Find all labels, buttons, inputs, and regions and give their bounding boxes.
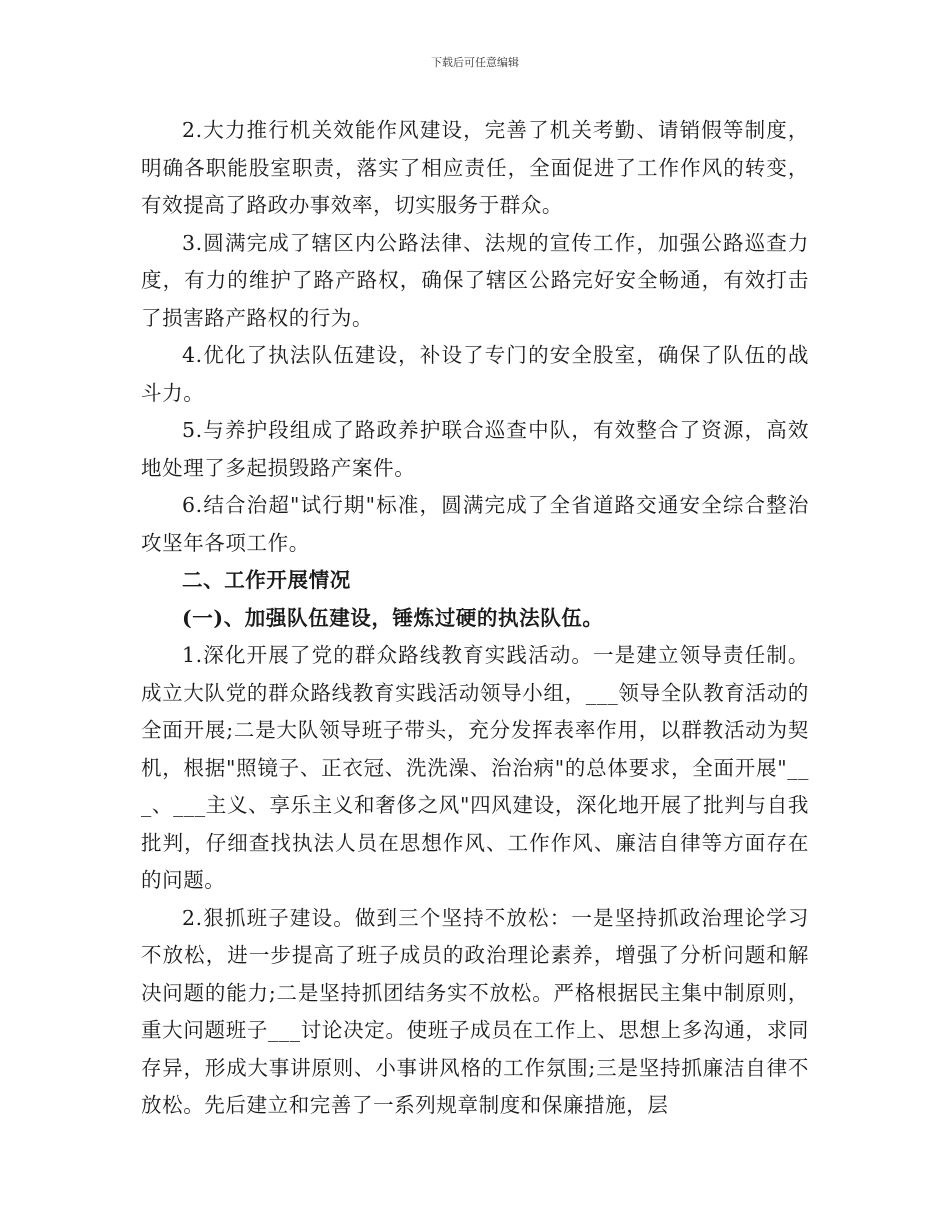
document-body xyxy=(141,112,809,1125)
paragraph-item-2: 2.大力推行机关效能作风建设，完善了机关考勤、请销假等制度，明确各职能股室职责，落实了相应责任，全面促进了工作作风的转变，有效提高了路政办事效率，切实服务于群众。 xyxy=(141,118,809,217)
paragraph-item-6: 6.结合治超"试行期"标准，圆满完成了全省道路交通安全综合整治攻坚年各项工作。 xyxy=(141,493,809,555)
paragraph-item-4: 4.优化了执法队伍建设，补设了专门的安全股室，确保了队伍的战斗力。 xyxy=(141,343,809,405)
paragraph-mass-line: 1.深化开展了党的群众路线教育实践活动。一是建立领导责任制。成立大队党的群众路线教育实践活动领导小组，___领导全队教育活动的全面开展;二是大队领导班子带头，充分发挥表率作用，以群教活动为契机，根据"照镜子、正衣冠、洗洗澡、治治病"的总体要求，全面开展"___、___主义、享乐主义和奢侈之风"四风建设，深化地开展了批判与自我批判，仔细查找执法人员在思想作风、工作作风、廉洁自律等方面存在的问题。 xyxy=(141,643,809,892)
section-heading: 二、工作开展情况 xyxy=(182,568,351,592)
paragraph-item-3: 3.圆满完成了辖区内公路法律、法规的宣传工作，加强公路巡查力度，有力的维护了路产路权，确保了辖区公路完好安全畅通，有效打击了损害路产路权的行为。 xyxy=(141,230,809,330)
page-header: 下载后可任意编辑 xyxy=(431,56,519,69)
paragraph-item-5: 5.与养护段组成了路政养护联合巡查中队，有效整合了资源，高效地处理了多起损毁路产案件。 xyxy=(141,418,809,480)
subsection-heading: (一)、加强队伍建设，锤炼过硬的执法队伍。 xyxy=(182,605,604,630)
paragraph-team-building: 2.狠抓班子建设。做到三个坚持不放松：一是坚持抓政治理论学习不放松，进一步提高了班子成员的政治理论素养，增强了分析问题和解决问题的能力;二是坚持抓团结务实不放松。严格根据民主集中制原则，重大问题班子___讨论决定。使班子成员在工作上、思想上多沟通，求同存异，形成大事讲原则、小事讲风格的工作氛围;三是坚持抓廉洁自律不放松。先后建立和完善了一系列规章制度和保廉措施，层 xyxy=(141,905,809,1117)
